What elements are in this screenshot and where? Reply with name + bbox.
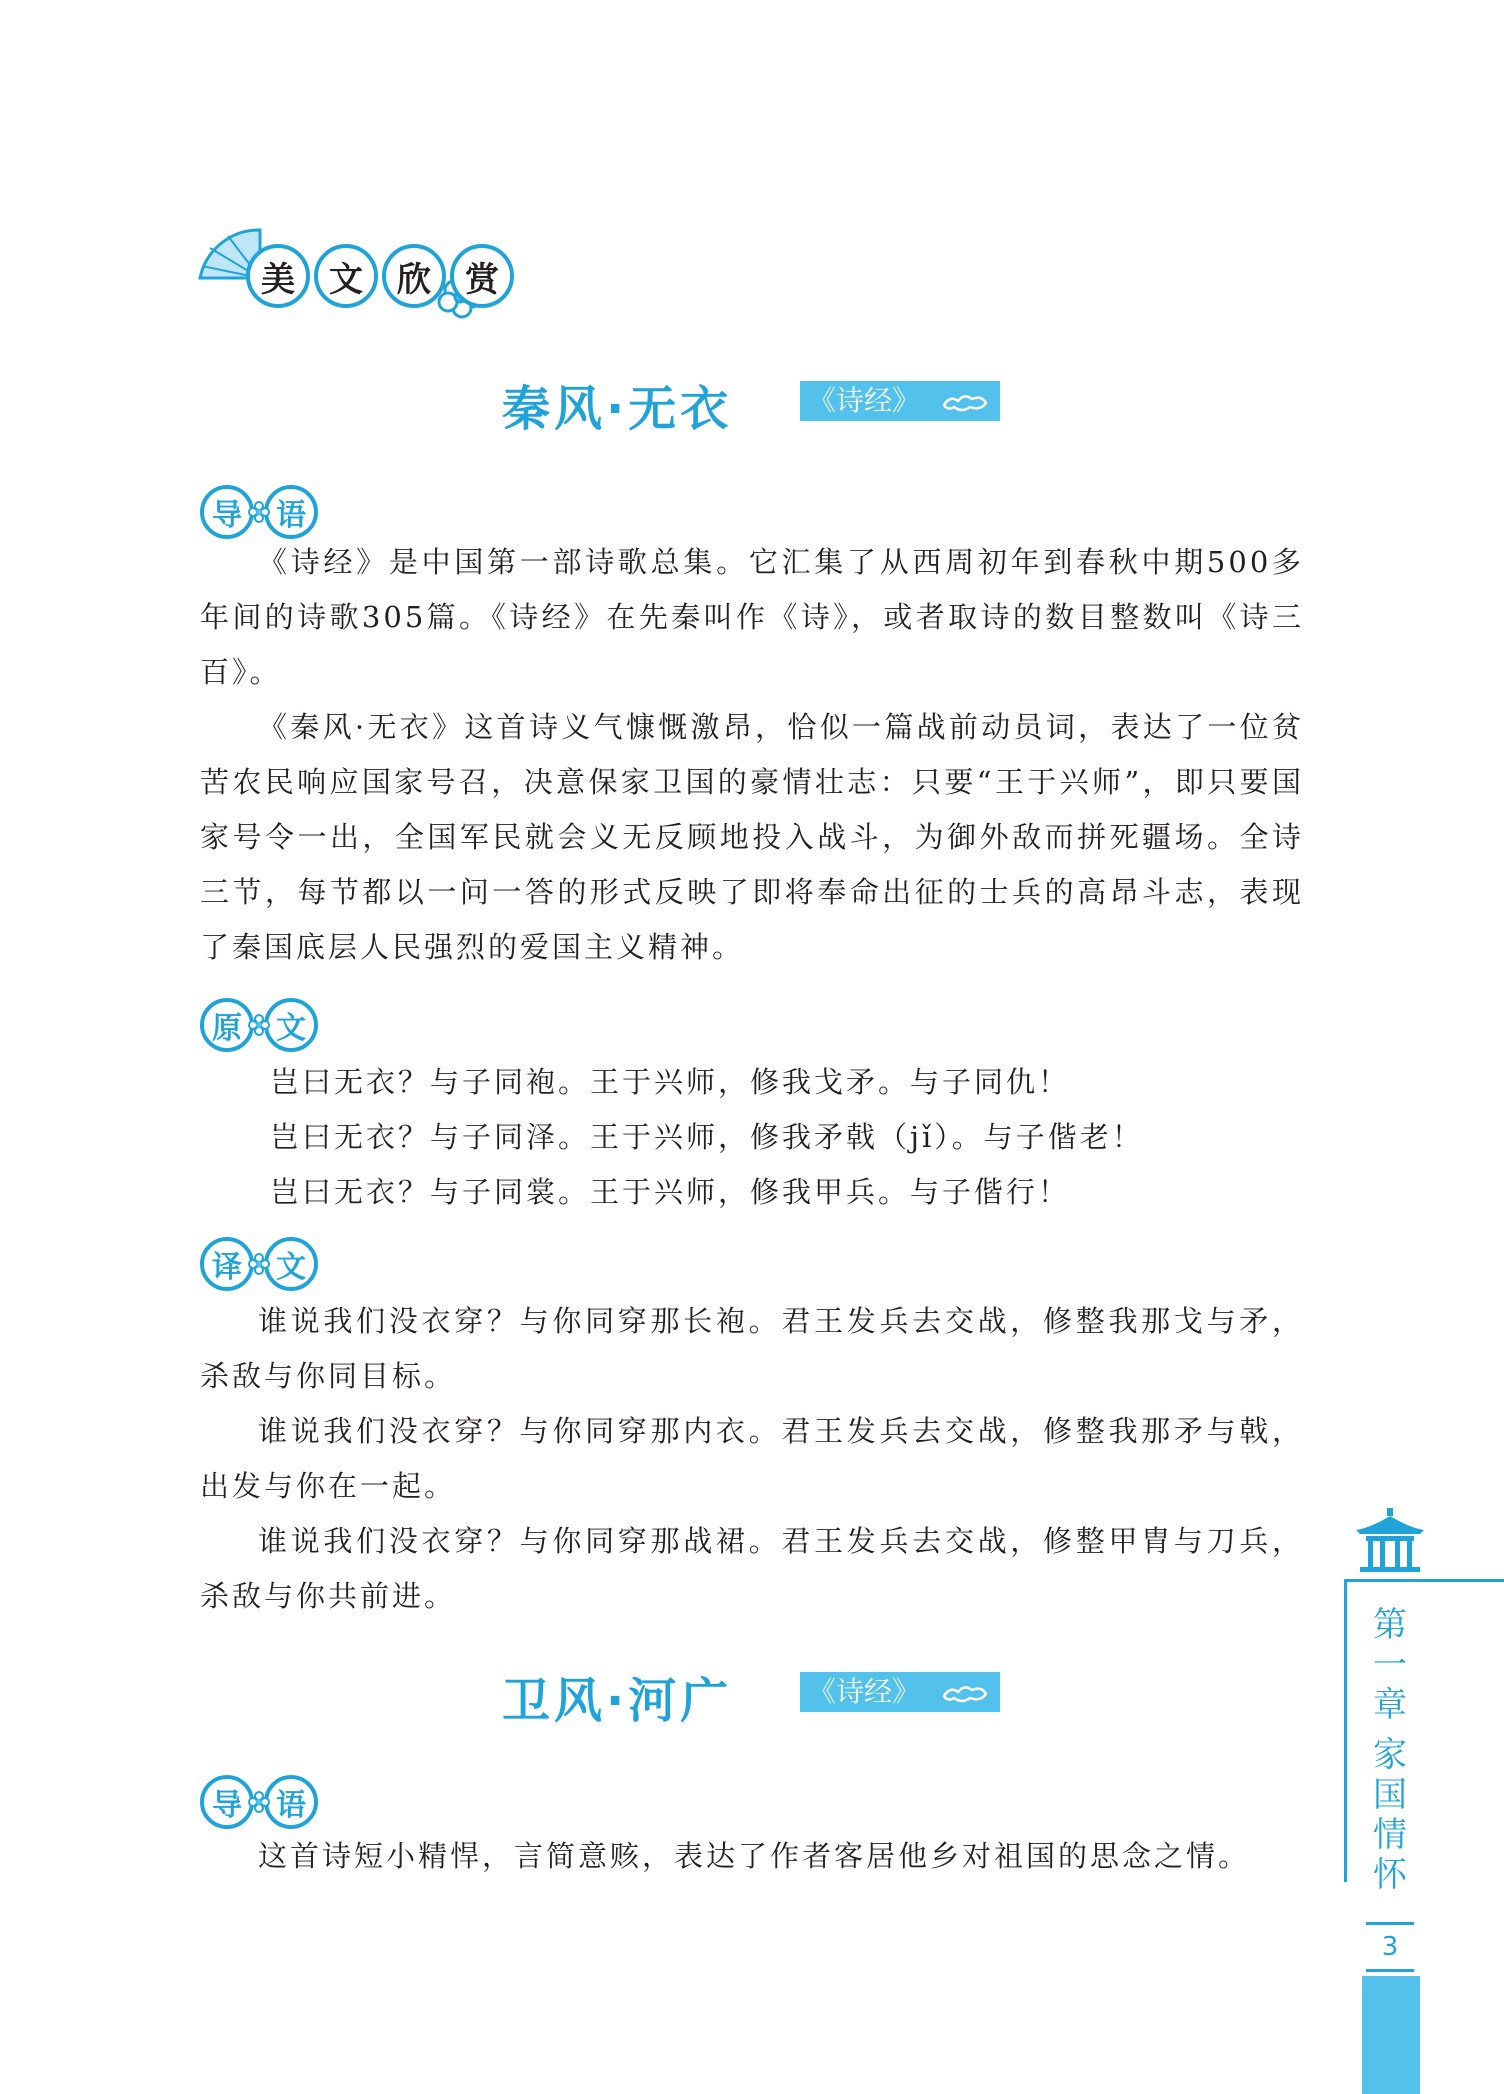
intro-paragraph: 《秦风·无衣》这首诗义气慷慨激昂，恰似一篇战前动员词，表达了一位贫苦农民响应国家号召，决意保家卫国的豪情壮志：只要“王于兴师”，即只要国家号令一出，全国军民就会义无反顾地投入战斗，为御外敌而拼死疆场。全诗三节，每节都以一问一答的形式反映了即将奉命出征的士兵的高昂斗志，表现了秦国底层人民强烈的爱国主义精神。	[200, 710, 1304, 964]
intro-label	[200, 1770, 318, 1834]
chapter-rule	[1344, 1582, 1347, 1882]
badge-char: 赏	[450, 244, 514, 308]
poem-title: 秦风·无衣	[502, 381, 733, 437]
intro-paragraph: 《诗经》是中国第一部诗歌总集。它汇集了从西周初年到春秋中期500多年间的诗歌305篇。《诗经》在先秦叫作《诗》，或者取诗的数目整数叫《诗三百》。	[200, 545, 1304, 689]
label-char: 文	[264, 998, 318, 1052]
topic-char: 怀	[1373, 1855, 1407, 1895]
label-char: 导	[200, 485, 254, 539]
chapter-divider	[1344, 1579, 1504, 1582]
source-text: 《诗经》	[808, 384, 921, 417]
chapter-number	[1360, 1605, 1420, 1725]
verse-line: 岂曰无衣？与子同袍。王于兴师，修我戈矛。与子同仇！	[270, 1065, 1071, 1099]
flower-icon	[248, 1253, 270, 1275]
poem-title: 卫风·河广	[502, 1673, 733, 1729]
chapter-char: 第	[1373, 1605, 1407, 1645]
label-char: 语	[264, 485, 318, 539]
topic-char: 国	[1373, 1775, 1407, 1815]
page-tab-bar	[1362, 1976, 1420, 2094]
chapter-char: 章	[1373, 1685, 1407, 1725]
flower-icon	[248, 1014, 270, 1036]
translation-paragraph: 谁说我们没衣穿？与你同穿那内衣。君王发兵去交战，修整我那矛与戟，出发与你在一起。	[200, 1414, 1304, 1503]
badge-char: 文	[314, 244, 378, 308]
verse-line: 岂曰无衣？与子同泽。王于兴师，修我矛戟（jǐ）。与子偕老！	[270, 1120, 1144, 1154]
label-char: 导	[200, 1775, 254, 1829]
chapter-topic	[1360, 1735, 1420, 1895]
translation-paragraph: 谁说我们没衣穿？与你同穿那长袍。君王发兵去交战，修整我那戈与矛，杀敌与你同目标。	[200, 1304, 1304, 1393]
translation-paragraph: 谁说我们没衣穿？与你同穿那战裙。君王发兵去交战，修整甲胄与刀兵，杀敌与你共前进。	[200, 1524, 1304, 1613]
flower-icon	[248, 501, 270, 523]
intro-paragraph: 这首诗短小精悍，言简意赅，表达了作者客居他乡对祖国的思念之情。	[258, 1839, 1251, 1873]
badge-char: 美	[246, 244, 310, 308]
pavilion-icon	[1350, 1508, 1430, 1572]
source-text: 《诗经》	[808, 1675, 921, 1708]
label-char: 原	[200, 998, 254, 1052]
label-char: 文	[264, 1237, 318, 1291]
flower-icon	[248, 1791, 270, 1813]
cloud-icon	[940, 391, 990, 413]
translation-label	[200, 1232, 318, 1296]
label-char: 译	[200, 1237, 254, 1291]
source-tag	[800, 381, 1000, 421]
original-label	[200, 993, 318, 1057]
topic-char: 家	[1373, 1735, 1407, 1775]
page-number: 3	[1366, 1922, 1414, 1972]
label-char: 语	[264, 1775, 318, 1829]
section-badge	[196, 228, 516, 328]
cloud-icon	[940, 1682, 990, 1704]
badge-char: 欣	[382, 244, 446, 308]
chapter-char: 一	[1373, 1645, 1407, 1685]
topic-char: 情	[1373, 1815, 1407, 1855]
source-tag	[800, 1672, 1000, 1712]
verse-line: 岂曰无衣？与子同裳。王于兴师，修我甲兵。与子偕行！	[270, 1175, 1071, 1209]
